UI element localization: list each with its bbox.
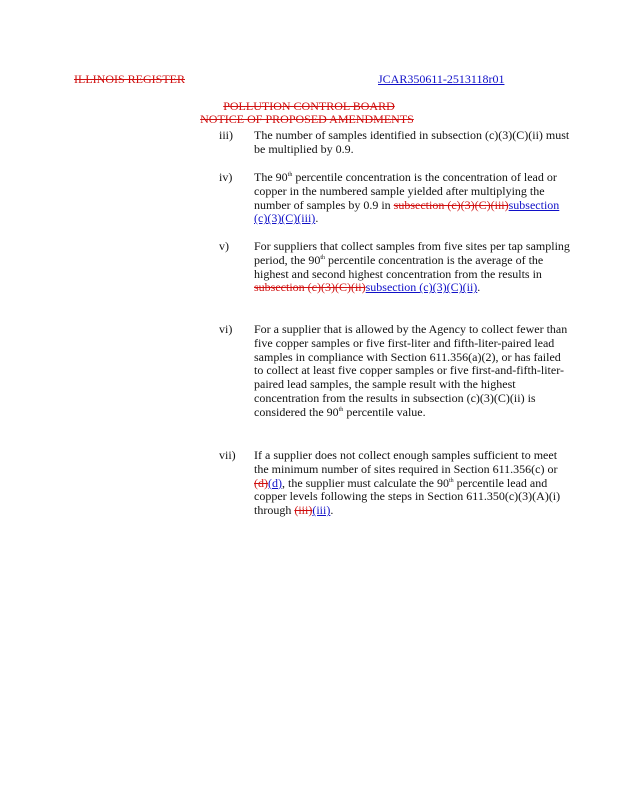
item-number: iii)	[219, 128, 233, 142]
document-code: JCAR350611-2513118r01	[378, 72, 505, 86]
item-text: For a supplier that is allowed by the Agency to collect fewer than five copper samples or five first-liter and fifth-liter-paired lead samples in compliance with Section 611.356(a)(2), or has failed to collect at least five copper samples or five first-and-fifth-liter-paired lead samples, the sample result with the highest concentration from the results in subsection (c)(3)(C)(ii) is considered the 90th percentile value.	[254, 322, 568, 419]
deleted-text: subsection (c)(3)(C)(iii)	[393, 197, 509, 212]
superscript-th: th	[320, 254, 325, 261]
item-text: If a supplier does not collect enough samples sufficient to meet the minimum number of sites required in Section 611.356(c) or (d)(d), the supplier must calculate the 90th percentile lead and copper levels following the steps in Section 611.350(c)(3)(A)(i) through (iii)(iii).	[254, 448, 561, 518]
deleted-text: subsection (c)(3)(C)(ii)	[254, 280, 366, 295]
inserted-text: (d)	[268, 475, 282, 490]
superscript-th: th	[287, 172, 293, 178]
item-number: v)	[219, 239, 229, 253]
inserted-text: subsection (c)(3)(C)(iii)	[254, 197, 560, 226]
inserted-text: (iii)	[312, 503, 331, 518]
item-text: The 90th percentile concentration is the concentration of lead or copper in the numbered sample yielded after multiplying the number of samples by 0.9 in subsection (c)(3)(C)(iii)subsection (c)(3)(C)(iii).	[254, 170, 560, 226]
superscript-th: th	[338, 406, 344, 413]
superscript-th: th	[448, 477, 454, 484]
item-number: vii)	[219, 448, 236, 462]
item-text: For suppliers that collect samples from five sites per tap sampling period, the 90th percentile concentration is the average of the highest and second highest concentration from the results in subsection (c)(3)(C)(ii)subsection (c)(3)(C)(ii).	[254, 239, 570, 295]
deleted-text: (iii)	[294, 503, 313, 518]
notice-title: NOTICE OF PROPOSED AMENDMENTS	[200, 112, 414, 126]
item-number: vi)	[219, 322, 233, 336]
agency-title: POLLUTION CONTROL BOARD	[223, 99, 395, 113]
deleted-text: (d)	[254, 475, 268, 490]
item-number: iv)	[219, 170, 233, 184]
item-text: The number of samples identified in subsection (c)(3)(C)(ii) must be multiplied by 0.9.	[254, 128, 570, 156]
register-title: ILLINOIS REGISTER	[74, 72, 185, 86]
inserted-text: subsection (c)(3)(C)(ii)	[365, 280, 478, 295]
